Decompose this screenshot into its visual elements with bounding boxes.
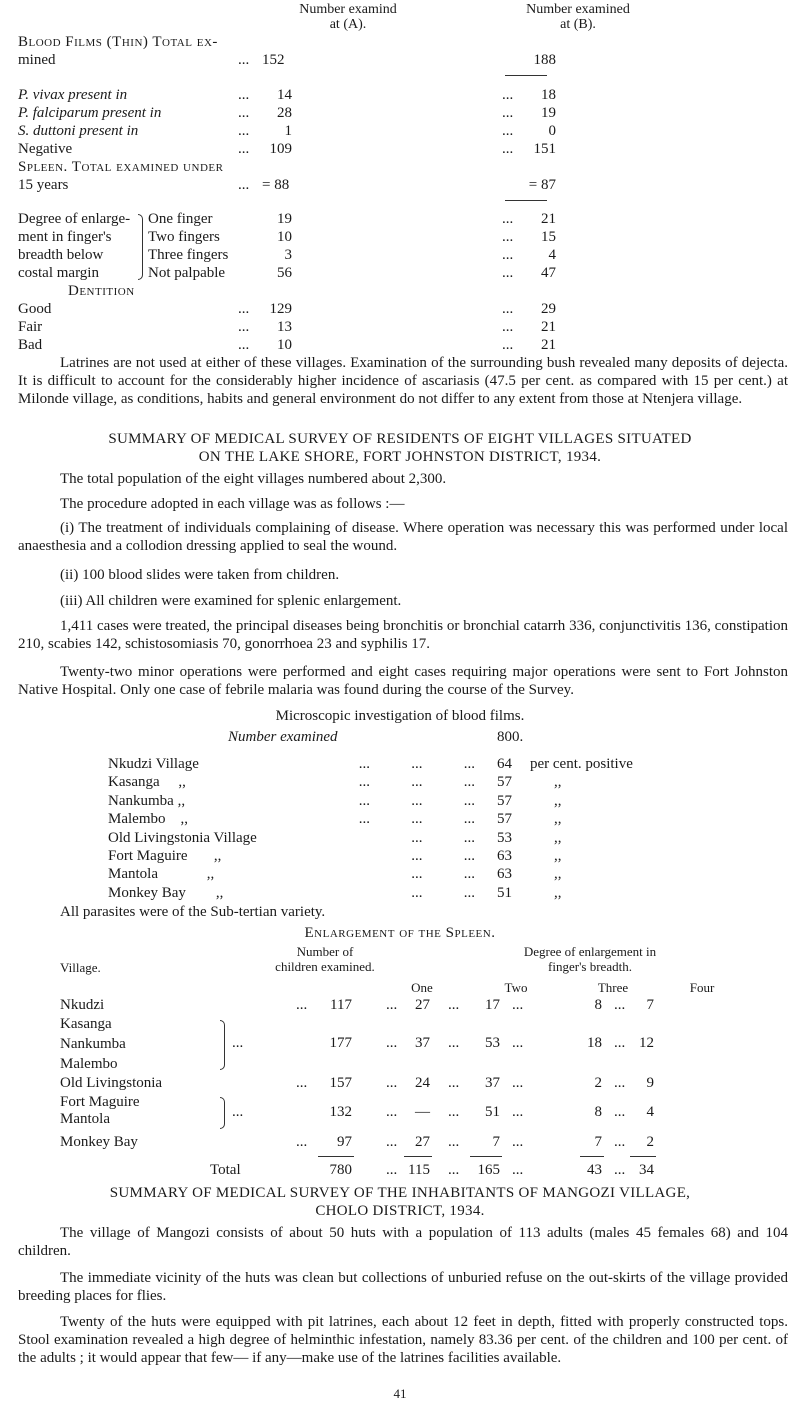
spleen-label — [18, 158, 223, 194]
spleen-col-degree — [480, 944, 700, 974]
dots: ... — [502, 123, 514, 139]
micro-pct: 57 — [497, 792, 512, 809]
spleen-four: 12 — [639, 1035, 654, 1051]
row-b: 0 — [548, 123, 556, 139]
micro-pct: 63 — [497, 866, 512, 883]
bracket — [220, 1097, 225, 1129]
dots: ... — [614, 997, 626, 1013]
enl-row-a: 56 — [277, 265, 292, 281]
dots: ... — [502, 141, 514, 157]
dots: ... — [296, 1134, 308, 1150]
dots: ... ... — [411, 884, 475, 901]
procedure-item-1: (i) The treatment of individuals complaining of disease. Where operation was necessary this was performed under local anaesthesia and a collodion dressing applied to seal the wound. — [18, 520, 788, 554]
micro-suffix: ,, — [554, 848, 562, 865]
blood-films-a: 152 — [262, 52, 285, 68]
row-label: Negative — [18, 141, 73, 157]
micro-village: Mantola ,, — [108, 866, 215, 883]
enl-row-a: 19 — [277, 211, 292, 227]
spleen-two: 17 — [485, 997, 500, 1013]
spleen-four: 2 — [646, 1134, 654, 1150]
col-a-header-line2: at (A). — [329, 17, 367, 32]
dots: ... — [238, 87, 250, 103]
micro-pct: 53 — [497, 829, 512, 846]
spleen-one: 27 — [415, 997, 430, 1013]
dots: ... — [614, 1035, 626, 1051]
heading-line: ON THE LAKE SHORE, FORT JOHNSTON DISTRICT, 1934. — [198, 449, 602, 465]
dent-row-label: Bad — [18, 337, 43, 353]
page-number: 41 — [393, 1386, 407, 1401]
spleen-three: 8 — [594, 1104, 602, 1120]
dentition-heading: Dentition — [68, 283, 135, 299]
row-a: 1 — [284, 123, 292, 139]
dots: ... — [448, 1035, 460, 1051]
dots: ... — [238, 123, 250, 139]
spleen-two: 7 — [492, 1134, 500, 1150]
blood-films-label-line1: Blood Films (Thin) Total ex- — [18, 34, 218, 50]
spleen-village: Nankumba — [60, 1036, 126, 1052]
sub-header-two: Two — [504, 980, 528, 995]
micro-pct: 51 — [497, 884, 512, 901]
dots: ... — [502, 337, 514, 353]
dots: ... — [448, 1134, 460, 1150]
micro-village: Monkey Bay ,, — [108, 884, 224, 901]
enl-row-b: 15 — [541, 229, 556, 245]
total-one: 115 — [408, 1162, 430, 1178]
paragraph-cases: 1,411 cases were treated, the principal diseases being bronchitis or bronchial catarrh 336, conjunctivitis 136, constipation 210, scabies 142, schistosomiasis 70, gonorrhoea 23 and syphilis 17. — [18, 618, 788, 652]
dots: ... — [502, 301, 514, 317]
spleen-b: = 87 — [528, 177, 556, 193]
bracket — [138, 214, 143, 280]
dots: ... — [448, 1162, 460, 1178]
micro-village: Kasanga ,, — [108, 774, 186, 791]
micro-suffixes — [530, 755, 633, 902]
row-label: P. falciparum present in — [18, 105, 162, 121]
micro-village: Nkudzi Village — [108, 756, 199, 772]
dent-row-a: 10 — [277, 337, 292, 353]
dots: ... — [502, 265, 514, 281]
row-b: 19 — [541, 105, 556, 121]
dent-row-a: 129 — [269, 301, 292, 317]
dent-row-b: 21 — [541, 337, 556, 353]
spleen-two: 37 — [485, 1075, 500, 1091]
micro-village: Nankumba ,, — [108, 792, 186, 809]
procedure-item-2: (ii) 100 blood slides were taken from children. — [60, 567, 340, 583]
heading-mangozi — [10, 1184, 790, 1220]
rule — [505, 75, 547, 76]
enl-row-b: 47 — [541, 265, 556, 281]
micro-villages — [108, 755, 257, 902]
enl-row-a: 3 — [284, 247, 292, 263]
total-label: Total — [210, 1162, 241, 1178]
dots: ... — [386, 1134, 398, 1150]
dots: ... — [502, 229, 514, 245]
enl-row-label: Three fingers — [148, 247, 229, 263]
dots: ... — [238, 52, 250, 68]
micro-suffix: ,, — [554, 774, 562, 791]
rule — [470, 1156, 502, 1157]
paragraph-procedure: The procedure adopted in each village was as follows :— — [60, 496, 405, 512]
dots: ... — [232, 1104, 244, 1120]
col-b-header-line2: at (B). — [560, 17, 596, 32]
dent-row-label: Fair — [18, 319, 43, 335]
spleen-village-group — [60, 1014, 126, 1074]
micro-number-value: 800. — [497, 729, 524, 745]
row-b: 151 — [533, 141, 556, 157]
paragraph-operations: Twenty-two minor operations were performed and eight cases requiring major operations were sent to Fort Johnston Native Hospital. Only one case of febrile malaria was found during the course of the Survey. — [18, 664, 788, 698]
micro-suffix: ,, — [554, 811, 562, 828]
spleen-four: 9 — [646, 1075, 654, 1091]
total-four: 34 — [639, 1162, 654, 1178]
dots: ... — [448, 1104, 460, 1120]
dots: ... — [614, 1162, 626, 1178]
spleen-village: Old Livingstonia — [60, 1075, 163, 1091]
dots: ... — [502, 247, 514, 263]
spleen-n: 157 — [329, 1075, 352, 1091]
enlargement-group-label — [18, 210, 130, 282]
dots: ... — [386, 1075, 398, 1091]
dots: ... — [386, 997, 398, 1013]
bracket — [220, 1020, 225, 1070]
enl-label-line: breadth below — [18, 247, 104, 263]
dots: ... — [448, 1075, 460, 1091]
heading-line: CHOLO DISTRICT, 1934. — [315, 1203, 485, 1219]
row-b: 18 — [541, 87, 556, 103]
spleen-n: 97 — [337, 1134, 352, 1150]
micro-village: Malembo ,, — [108, 811, 188, 828]
col-a-header-line1: Number examind — [299, 2, 397, 17]
rule — [505, 200, 547, 201]
micro-village: Fort Maguire ,, — [108, 848, 222, 865]
spleen-col-village: Village. — [60, 960, 101, 975]
dots: ... ... ... — [358, 792, 475, 809]
sub-header-three: Three — [597, 980, 629, 995]
row-label: P. vivax present in — [18, 87, 128, 103]
rule — [404, 1156, 432, 1157]
spleen-four: 4 — [646, 1104, 654, 1120]
micro-village: Old Livingstonia Village — [108, 829, 257, 846]
enl-row-b: 21 — [541, 211, 556, 227]
spleen-one: 27 — [415, 1134, 430, 1150]
dots: ... — [238, 337, 250, 353]
col-number-line: Number of — [296, 944, 354, 959]
spleen-four: 7 — [646, 997, 654, 1013]
spleen-label-line2: 15 years — [18, 177, 69, 193]
spleen-three: 2 — [594, 1075, 602, 1091]
micro-pct: 63 — [497, 848, 512, 865]
spleen-three: 18 — [587, 1035, 602, 1051]
dots: ... ... — [411, 866, 475, 883]
enl-row-label: Not palpable — [148, 265, 226, 281]
micro-suffix: ,, — [554, 829, 562, 846]
spleen-n: 132 — [329, 1104, 352, 1120]
dots: ... — [512, 1134, 524, 1150]
dots: ... — [502, 211, 514, 227]
paragraph-latrines: Latrines are not used at either of these villages. Examination of the surrounding bush revealed many deposits of dejecta. It is difficult to account for the considerably higher incidence of ascariasis (47.5 per cent. as compared with 15 per cent.) at Milonde village, as conditions, habits and general environment do not differ to any extent from those at Ntenjera village. — [18, 355, 788, 407]
dots: ... ... — [411, 848, 475, 865]
spleen-one: 37 — [415, 1035, 430, 1051]
micro-pct: 57 — [497, 811, 512, 828]
micro-suffix: ,, — [554, 866, 562, 883]
paragraph-mangozi-2: The immediate vicinity of the huts was clean but collections of unburied refuse on the out-skirts of the village provided breeding places for flies. — [18, 1270, 788, 1304]
dots: ... — [502, 87, 514, 103]
blood-films-label — [18, 33, 218, 69]
spleen-village: Nkudzi — [60, 997, 105, 1013]
spleen-village: Malembo — [60, 1056, 118, 1072]
sub-header-four: Four — [689, 980, 715, 995]
spleen-col-number — [260, 944, 390, 974]
enl-row-b: 4 — [548, 247, 556, 263]
spleen-village: Kasanga — [60, 1016, 112, 1032]
micro-pct: 64 — [497, 756, 512, 772]
dots: ... — [296, 1075, 308, 1091]
enl-row-a: 10 — [277, 229, 292, 245]
dots: ... — [502, 105, 514, 121]
heading-line: SUMMARY OF MEDICAL SURVEY OF RESIDENTS OF EIGHT VILLAGES SITUATED — [108, 431, 692, 447]
blood-films-b: 188 — [533, 52, 556, 68]
heading-eight-villages — [10, 430, 790, 466]
dots: ... — [238, 301, 250, 317]
heading-line: SUMMARY OF MEDICAL SURVEY OF THE INHABITANTS OF MANGOZI VILLAGE, — [109, 1185, 691, 1201]
micro-suffix: ,, — [554, 884, 562, 901]
dots: ... — [502, 319, 514, 335]
rule — [630, 1156, 656, 1157]
spleen-village: Mantola — [60, 1111, 110, 1127]
enl-row-label: One finger — [148, 211, 213, 227]
spleen-one: — — [415, 1104, 430, 1120]
spleen-three: 8 — [594, 997, 602, 1013]
dent-row-label: Good — [18, 301, 52, 317]
dots: ... ... ... — [358, 774, 475, 791]
micro-dots — [260, 755, 475, 902]
dots: ... — [386, 1035, 398, 1051]
dots: ... ... ... — [358, 756, 475, 772]
paragraph-mangozi-1: The village of Mangozi consists of about 50 huts with a population of 113 adults (males 45 females 68) and 104 children. — [18, 1225, 788, 1259]
col-number-line: children examined. — [275, 959, 375, 974]
spleen-n: 177 — [329, 1035, 352, 1051]
row-a: 28 — [277, 105, 292, 121]
dots: ... — [512, 1104, 524, 1120]
spleen-village-group — [60, 1094, 140, 1128]
dots: ... — [238, 319, 250, 335]
dent-row-b: 29 — [541, 301, 556, 317]
row-label: S. duttoni present in — [18, 123, 139, 139]
dots: ... — [238, 177, 250, 193]
sub-header-one: One — [411, 980, 433, 995]
row-a: 109 — [269, 141, 292, 157]
dots: ... — [238, 141, 250, 157]
enl-label-line: Degree of enlarge- — [18, 211, 131, 227]
dots: ... — [512, 1035, 524, 1051]
micro-number-label: Number examined — [228, 729, 338, 745]
micro-suffix: per cent. positive — [530, 756, 633, 772]
micro-suffix: ,, — [554, 792, 562, 809]
spleen-two: 51 — [485, 1104, 500, 1120]
col-degree-line: Degree of enlargement in — [523, 944, 657, 959]
total-two: 165 — [477, 1162, 500, 1178]
micro-pcts — [497, 755, 512, 902]
col-a-header — [268, 2, 428, 32]
paragraph-population: The total population of the eight villages numbered about 2,300. — [60, 471, 447, 487]
dots: ... ... — [411, 829, 475, 846]
dots: ... ... ... — [358, 811, 475, 828]
spleen-label-line1: Spleen. Total examined under — [18, 159, 224, 175]
dots: ... — [296, 997, 308, 1013]
dent-row-a: 13 — [277, 319, 292, 335]
dots: ... — [386, 1162, 398, 1178]
spleen-village: Fort Maguire — [60, 1094, 140, 1110]
dent-row-b: 21 — [541, 319, 556, 335]
dots: ... — [448, 997, 460, 1013]
enl-row-label: Two fingers — [148, 229, 220, 245]
paragraph-mangozi-3: Twenty of the huts were equipped with pit latrines, each about 12 feet in depth, fitted with properly constructed tops. Stool examination revealed a high degree of helminthic infestation, namely 83.36 per cent. of the children and 100 per cent. of the adults ; it would appear that few— if any—make use of the latrines facilities available. — [18, 1314, 788, 1366]
dots: ... — [614, 1134, 626, 1150]
spleen-one: 24 — [415, 1075, 430, 1091]
spleen-two: 53 — [485, 1035, 500, 1051]
procedure-item-3: (iii) All children were examined for splenic enlargement. — [60, 593, 402, 609]
blood-films-label-line2: mined — [18, 52, 56, 68]
paragraph-parasites: All parasites were of the Sub-tertian variety. — [60, 904, 326, 920]
spleen-a: = 88 — [262, 177, 290, 193]
rule — [580, 1156, 604, 1157]
dots: ... — [614, 1104, 626, 1120]
spleen-heading: Enlargement of the Spleen. — [304, 925, 496, 941]
row-a: 14 — [277, 87, 292, 103]
dots: ... — [614, 1075, 626, 1091]
dots: ... — [512, 1162, 524, 1178]
dots: ... — [238, 105, 250, 121]
spleen-village: Monkey Bay — [60, 1134, 138, 1150]
col-b-header — [498, 2, 658, 32]
dots: ... — [512, 997, 524, 1013]
rule — [318, 1156, 354, 1157]
spleen-three: 7 — [594, 1134, 602, 1150]
micro-pct: 57 — [497, 774, 512, 791]
dots: ... — [512, 1075, 524, 1091]
total-three: 43 — [587, 1162, 602, 1178]
micro-heading: Microscopic investigation of blood films. — [275, 708, 525, 724]
enl-label-line: costal margin — [18, 265, 99, 281]
col-b-header-line1: Number examined — [526, 2, 630, 17]
total-n: 780 — [329, 1162, 352, 1178]
enl-label-line: ment in finger's — [18, 229, 112, 245]
col-degree-line: finger's breadth. — [548, 959, 632, 974]
spleen-n: 117 — [330, 997, 352, 1013]
dots: ... — [386, 1104, 398, 1120]
dots: ... — [232, 1035, 244, 1051]
